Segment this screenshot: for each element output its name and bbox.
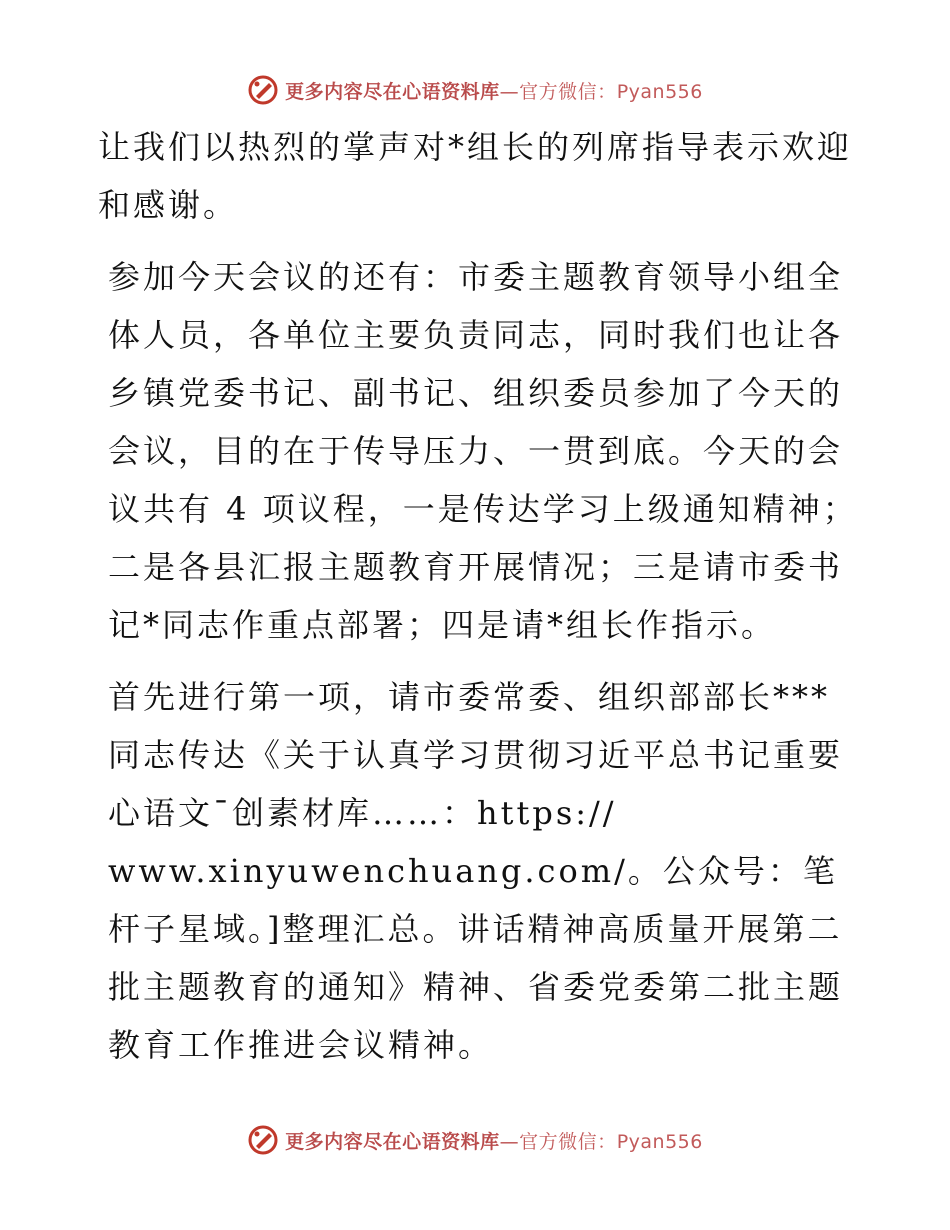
footer-banner [0, 1122, 950, 1158]
footer-brand: 更多内容尽在心语资料库 [285, 1130, 500, 1153]
footer-banner-text [285, 1127, 703, 1154]
header-banner [0, 72, 950, 108]
footer-dash: — [499, 1130, 520, 1153]
footer-wechat-label: 官方微信： [519, 1130, 617, 1153]
paragraph-3: 首先进行第一项，请市委常委、组织部部长***同志传达《关于认真学习贯彻习近平总书记重要心语文¯创素材库……：https:// www.xinyuwenchuang.com/。公众号：笔杆子星域。]整理汇总。讲话精神高质量开展第二批主题教育的通知》精神、省委党委第二批主题教育工作推进会议精神。 [108, 678, 844, 1064]
header-brand: 更多内容尽在心语资料库 [285, 80, 500, 103]
header-wechat-id: Pyan556 [616, 80, 703, 103]
document-body [98, 118, 858, 1088]
header-dash: — [499, 80, 520, 103]
header-banner-text [285, 77, 703, 104]
brand-logo-icon [247, 1124, 279, 1156]
footer-wechat-id: Pyan556 [616, 1130, 703, 1153]
paragraph-2: 参加今天会议的还有：市委主题教育领导小组全体人员，各单位主要负责同志，同时我们也让各乡镇党委书记、副书记、组织委员参加了今天的会议，目的在于传导压力、一贯到底。今天的会议共有 4 项议程，一是传达学习上级通知精神；二是各县汇报主题教育开展情况；三是请市委书记*同志作重点部署；四是请*组长作指示。 [108, 258, 858, 644]
header-wechat-label: 官方微信： [519, 80, 617, 103]
paragraph-1: 让我们以热烈的掌声对*组长的列席指导表示欢迎和感谢。 [98, 128, 853, 224]
brand-logo-icon [247, 74, 279, 106]
